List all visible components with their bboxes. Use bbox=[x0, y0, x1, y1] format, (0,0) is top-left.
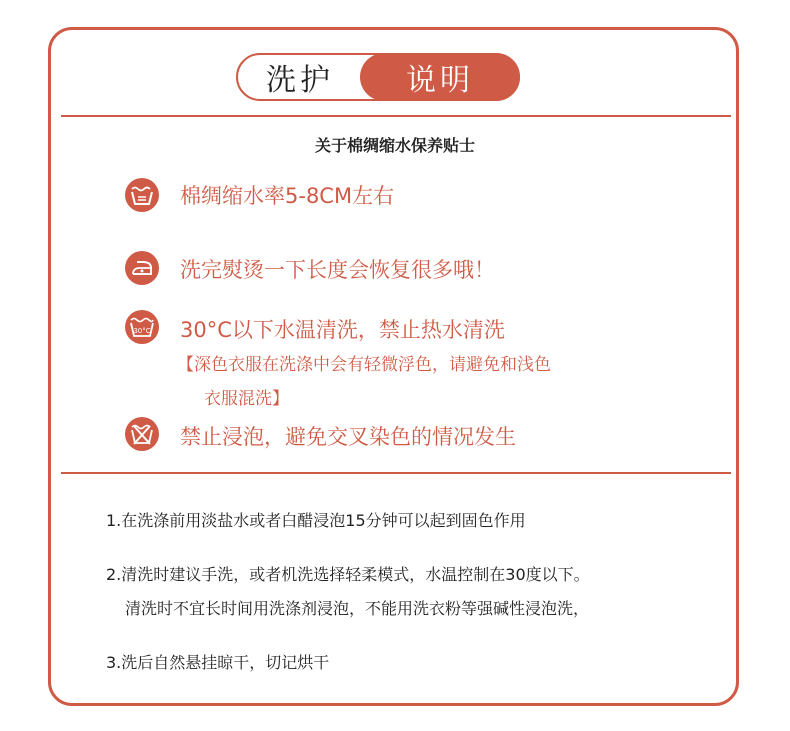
washtub-icon bbox=[125, 178, 159, 212]
step-3: 3.洗后自然悬挂晾干，切记烘干 bbox=[106, 653, 330, 672]
wash-30-icon bbox=[125, 310, 159, 344]
no-soak-icon bbox=[125, 417, 159, 451]
note-line-2: 衣服混洗】 bbox=[204, 389, 289, 409]
iron-icon bbox=[125, 251, 159, 285]
step-2-line-2: 清洗时不宜长时间用洗涤剂浸泡，不能用洗衣粉等强碱性浸泡洗， bbox=[125, 599, 590, 618]
svg-text:30°C: 30°C bbox=[133, 327, 151, 335]
title-left: 洗护 bbox=[266, 63, 334, 98]
title-pill bbox=[236, 53, 520, 101]
subtitle: 关于棉绸缩水保养贴士 bbox=[314, 136, 475, 155]
tip-water-temp: 30°C以下水温清洗，禁止热水清洗 bbox=[180, 318, 505, 342]
title-right: 说明 bbox=[360, 53, 520, 101]
bottom-divider bbox=[61, 472, 731, 474]
tip-shrink-rate: 棉绸缩水率5-8CM左右 bbox=[180, 184, 395, 208]
tip-ironing: 洗完熨烫一下长度会恢复很多哦！ bbox=[180, 258, 495, 282]
note-line-1: 【深色衣服在洗涤中会有轻微浮色，请避免和浅色 bbox=[177, 355, 551, 375]
step-1: 1.在洗涤前用淡盐水或者白醋浸泡15分钟可以起到固色作用 bbox=[106, 511, 526, 530]
top-divider bbox=[61, 115, 731, 117]
step-2-line-1: 2.清洗时建议手洗，或者机洗选择轻柔模式，水温控制在30度以下。 bbox=[106, 565, 590, 584]
tip-no-soak: 禁止浸泡，避免交叉染色的情况发生 bbox=[180, 425, 516, 449]
